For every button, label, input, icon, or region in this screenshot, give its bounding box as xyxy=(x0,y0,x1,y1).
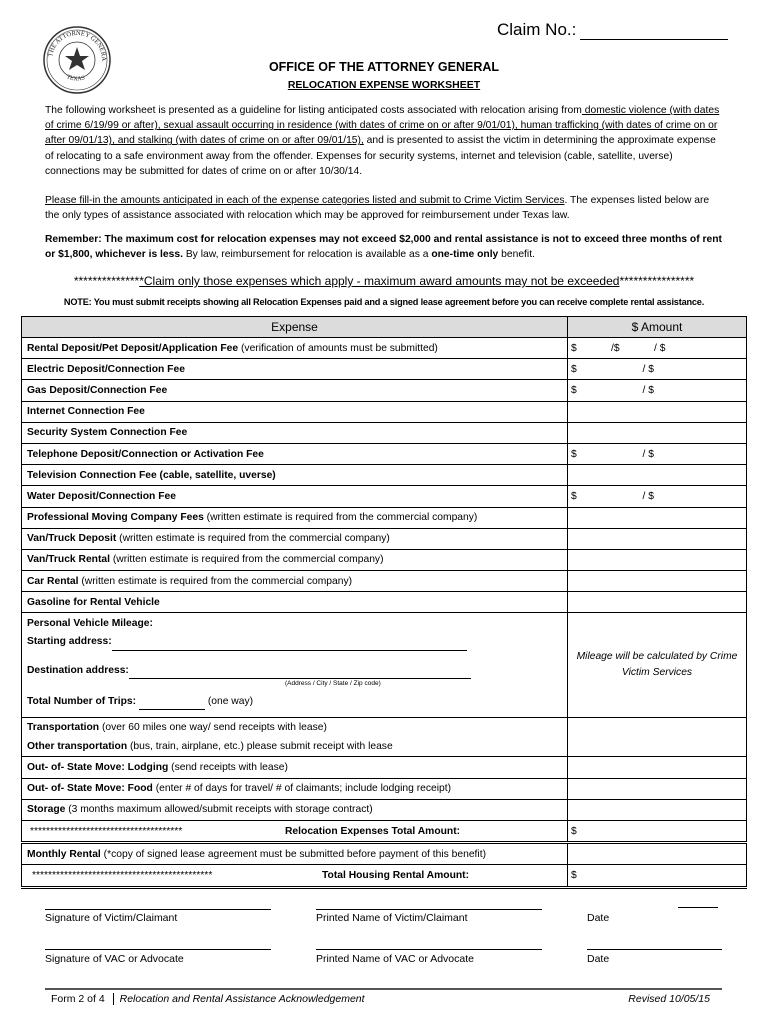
expense-label: Internet Connection Fee xyxy=(27,406,145,418)
amount-field[interactable] xyxy=(568,422,747,443)
mileage-note: Mileage will be calculated by Crime Victim Services xyxy=(576,651,738,679)
intro-paragraph xyxy=(45,103,725,179)
stars-right: **************** xyxy=(619,274,695,288)
date-label: Date xyxy=(587,912,610,924)
expense-note: (written estimate is required from the commercial company) xyxy=(109,554,384,566)
expense-note: (verification of amounts must be submitted) xyxy=(238,342,438,354)
victim-name-line[interactable] xyxy=(316,909,542,910)
receipts-note: NOTE: You must submit receipts showing all Relocation Expenses paid and a signed lease agreement before you can receive complete rental assistance. xyxy=(63,297,705,307)
amount-field[interactable]: $ /$ / $ xyxy=(568,338,747,359)
table-row xyxy=(22,422,747,443)
table-row xyxy=(22,592,747,613)
table-row xyxy=(22,528,747,549)
trips-suffix: (one way) xyxy=(207,696,254,708)
trips-field[interactable] xyxy=(139,696,205,710)
table-row xyxy=(22,778,747,799)
amount-field[interactable] xyxy=(568,571,747,592)
expense-note: (written estimate is required from the commercial company) xyxy=(78,575,353,587)
housing-total-cell xyxy=(22,865,568,887)
amount-field[interactable] xyxy=(568,465,747,486)
table-row xyxy=(22,465,747,486)
expense-note: (enter # of days for travel/ # of claimants; include lodging receipt) xyxy=(152,783,452,795)
mileage-row xyxy=(22,613,747,718)
expense-label: Water Deposit/Connection Fee xyxy=(27,490,176,502)
mileage-note-cell xyxy=(568,613,747,718)
instructions-underlined: Please fill-in the amounts anticipated in each of the expense categories listed and submit to Crime Victim Services xyxy=(45,195,565,206)
trips-label: Total Number of Trips: xyxy=(27,696,137,708)
other-transportation-label: Other transportation xyxy=(27,741,128,753)
claim-warning xyxy=(0,274,768,288)
vac-signature-line[interactable] xyxy=(45,949,271,950)
amount-field[interactable] xyxy=(568,799,747,820)
form-number: Form 2 of 4 xyxy=(51,993,105,1005)
victim-signature-label: Signature of Victim/Claimant xyxy=(45,912,178,924)
table-row xyxy=(22,380,747,401)
expense-label: Out- of- State Move: Lodging xyxy=(27,762,169,774)
instructions-paragraph xyxy=(45,193,725,223)
expense-label: Van/Truck Rental xyxy=(27,554,110,566)
amount-field[interactable] xyxy=(568,549,747,570)
monthly-rental-cell xyxy=(22,843,568,865)
mileage-cell xyxy=(22,613,568,718)
seal-state: TEXAS xyxy=(65,74,86,83)
remember-bold: Remember: The maximum cost for relocation expenses may not exceed $2,000 and rental assistance is not to exceed three months of rent or $1,800, whichever is less. xyxy=(45,234,722,261)
amount-field[interactable]: $ / $ xyxy=(568,359,747,380)
amount-field[interactable] xyxy=(568,718,747,757)
office-title: OFFICE OF THE ATTORNEY GENERAL xyxy=(268,60,500,74)
expense-label: Telephone Deposit/Connection or Activation Fee xyxy=(27,448,264,460)
remember-end: benefit. xyxy=(498,249,535,261)
transportation-note: (over 60 miles one way/ send receipts with lease) xyxy=(99,722,327,734)
claim-warning-text: *Claim only those expenses which apply - maximum award amounts may not be exceeded xyxy=(139,274,620,288)
expense-label: Out- of- State Move: Food xyxy=(27,783,153,795)
expense-label: Van/Truck Deposit xyxy=(27,533,117,545)
expense-label: Storage xyxy=(27,804,66,816)
table-row xyxy=(22,401,747,422)
table-header xyxy=(22,317,747,338)
expense-note: (written estimate is required from the commercial company) xyxy=(116,533,390,545)
date-label: Date xyxy=(587,953,610,965)
relocation-total-cell xyxy=(22,821,568,843)
vac-name-label: Printed Name of VAC or Advocate xyxy=(316,953,474,965)
start-address-field[interactable] xyxy=(112,637,467,651)
amount-field[interactable]: $ / $ xyxy=(568,443,747,464)
destination-address-label: Destination address: xyxy=(27,665,129,677)
expense-label: Electric Deposit/Connection Fee xyxy=(27,363,185,375)
victim-signature-line[interactable] xyxy=(45,909,271,910)
housing-total-row xyxy=(22,865,747,887)
destination-address-field[interactable] xyxy=(129,665,471,679)
expense-column-header: Expense xyxy=(22,317,568,338)
housing-total-label: Total Housing Rental Amount: xyxy=(322,869,470,881)
claim-label: Claim No.: xyxy=(497,20,577,39)
other-transportation-note: (bus, train, airplane, etc.) please submit receipt with lease xyxy=(127,741,393,753)
revised-date: Revised 10/05/15 xyxy=(628,993,710,1005)
table-row xyxy=(22,486,747,507)
expense-label: Television Connection Fee (cable, satellite, uverse) xyxy=(27,469,276,481)
expense-label: Professional Moving Company Fees xyxy=(27,512,204,524)
expense-note: (3 months maximum allowed/submit receipts with storage contract) xyxy=(65,804,373,816)
expense-label: Car Rental xyxy=(27,575,79,587)
table-row xyxy=(22,549,747,570)
expense-note: (written estimate is required from the commercial company) xyxy=(203,512,478,524)
table-row xyxy=(22,359,747,380)
relocation-stars: ************************************** xyxy=(30,825,183,837)
expense-note: (send receipts with lease) xyxy=(168,762,288,774)
vac-name-line[interactable] xyxy=(316,949,542,950)
intro-text-a: The following worksheet is presented as a guideline for listing anticipated costs associated with relocation arising from xyxy=(45,105,582,116)
relocation-total-field[interactable]: $ xyxy=(568,821,747,843)
table-row xyxy=(22,507,747,528)
amount-field[interactable] xyxy=(568,401,747,422)
expense-label: Rental Deposit/Pet Deposit/Application Fee xyxy=(27,342,239,354)
intro-text-c: and is presented to assist the victim in determining the approximate expense of relocating to a safe environment away from the offender. Expenses for security systems, internet and television (cable, satellite, uverse) connections may be submitted for dates of crime on or after 10/30/14. xyxy=(45,135,716,177)
expense-label: Security System Connection Fee xyxy=(27,427,188,439)
claim-number xyxy=(497,20,728,40)
start-address-label: Starting address: xyxy=(27,636,112,648)
table-row xyxy=(22,443,747,464)
transport-row xyxy=(22,718,747,757)
transportation-label: Transportation xyxy=(27,722,100,734)
date-line[interactable] xyxy=(587,949,722,950)
mileage-title: Personal Vehicle Mileage: xyxy=(27,618,153,630)
vac-signature-label: Signature of VAC or Advocate xyxy=(45,953,184,965)
footer xyxy=(45,988,722,1005)
instructions-text: . The expenses listed below are the only types of assistance associated with relocation which may be approved for reimbursement under Texas law. xyxy=(45,195,710,222)
amount-field[interactable] xyxy=(568,528,747,549)
remember-paragraph xyxy=(45,232,725,262)
intro-crime-types: domestic violence (with dates of crime 6/19/99 or after), sexual assault occurring in residence (with dates of crime on or after 9/01/01), human trafficking (with dates of crime on or after 09/01/13), and stalking (with dates of crime on or after 09/01/15), xyxy=(45,105,720,147)
amount-field[interactable] xyxy=(568,778,747,799)
table-row xyxy=(22,799,747,820)
relocation-total-label: Relocation Expenses Total Amount: xyxy=(285,825,461,837)
table-row xyxy=(22,757,747,778)
amount-field[interactable] xyxy=(568,757,747,778)
form-title: Relocation and Rental Assistance Acknowledgement xyxy=(119,993,365,1005)
stars-left: ************** xyxy=(73,274,140,288)
amount-field[interactable] xyxy=(568,507,747,528)
expense-table xyxy=(21,316,747,889)
housing-stars: ********************************************* xyxy=(32,869,213,881)
amount-field[interactable]: $ / $ xyxy=(568,486,747,507)
amount-field[interactable] xyxy=(568,592,747,613)
remember-one-time: one-time only xyxy=(431,249,499,261)
seal-text: THE ATTORNEY GENERA xyxy=(47,29,108,62)
monthly-rental-label: Monthly Rental xyxy=(27,848,101,860)
housing-total-field[interactable]: $ xyxy=(568,865,747,887)
monthly-rental-note: (*copy of signed lease agreement must be submitted before payment of this benefit) xyxy=(100,848,487,860)
expense-label: Gas Deposit/Connection Fee xyxy=(27,384,168,396)
date-underline-mark xyxy=(678,907,718,908)
worksheet-title: RELOCATION EXPENSE WORKSHEET xyxy=(287,79,481,91)
transport-cell xyxy=(22,718,568,757)
relocation-total-row xyxy=(22,821,747,843)
claim-number-field[interactable] xyxy=(580,23,728,40)
remember-text: By law, reimbursement for relocation is available as a xyxy=(182,249,432,261)
amount-field[interactable]: $ / $ xyxy=(568,380,747,401)
monthly-rental-row xyxy=(22,843,747,865)
expense-label: Gasoline for Rental Vehicle xyxy=(27,596,160,608)
amount-column-header: $ Amount xyxy=(568,317,747,338)
address-hint: (Address / City / State / Zip code) xyxy=(285,680,381,688)
table-row xyxy=(22,338,747,359)
victim-name-label: Printed Name of Victim/Claimant xyxy=(316,912,468,924)
amount-field[interactable] xyxy=(568,843,747,865)
table-row xyxy=(22,571,747,592)
